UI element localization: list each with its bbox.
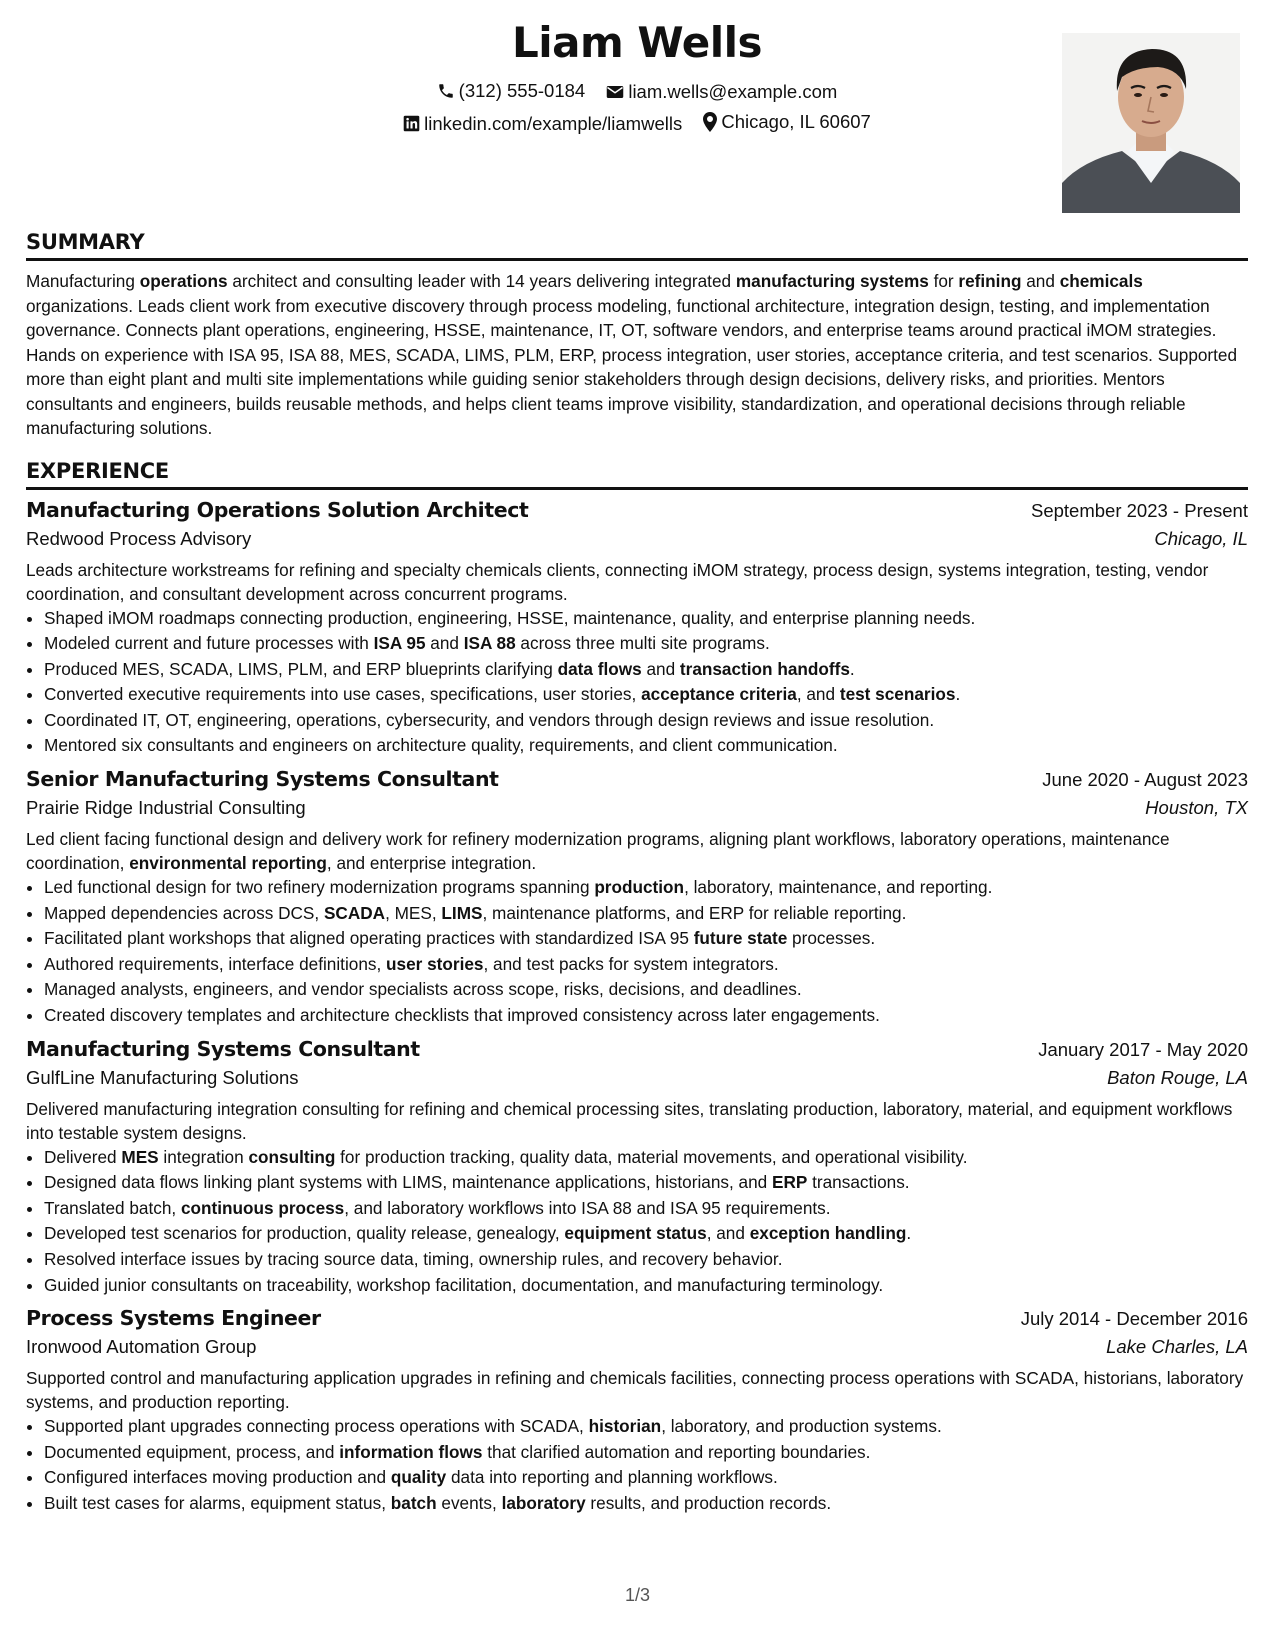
company-name: Prairie Ridge Industrial Consulting <box>26 797 306 819</box>
job-bullet: • Converted executive requirements into use cases, specifications, user stories, acceptance criteria, and test scenarios. <box>44 682 1248 708</box>
job-bullet: • Led functional design for two refinery modernization programs spanning production, laboratory, maintenance, and reporting. <box>44 875 1248 901</box>
page-number: 1/3 <box>624 1585 651 1605</box>
job-location: Chicago, IL <box>1154 527 1248 549</box>
linkedin-url[interactable]: linkedin.com/example/liamwells <box>424 112 683 134</box>
job-bullet: • Managed analysts, engineers, and vendor specialists across scope, risks, decisions, and deadlines. <box>44 977 1248 1003</box>
job-title: Process Systems Engineer <box>26 1306 321 1331</box>
job-dates: September 2023 - Present <box>1031 499 1248 521</box>
job-bullet: • Built test cases for alarms, equipment status, batch events, laboratory results, and production records. <box>44 1491 1248 1517</box>
job-dates: July 2014 - December 2016 <box>1020 1308 1248 1330</box>
job-bullet: • Designed data flows linking plant systems with LIMS, maintenance applications, historians, and ERP transactions. <box>44 1170 1248 1196</box>
job-description: Supported control and manufacturing application upgrades in refining and chemicals facilities, connecting process operations with SCADA, historians, laboratory systems, and production reporting. <box>26 1368 1244 1413</box>
phone-number: (312) 555-0184 <box>458 80 586 101</box>
job-bullet: • Shaped iMOM roadmaps connecting production, engineering, HSSE, maintenance, quality, and enterprise planning needs. <box>44 606 1248 632</box>
job-bullet: • Coordinated IT, OT, engineering, operations, cybersecurity, and vendors through design reviews and issue resolution. <box>44 708 1248 734</box>
job-bullet: • Developed test scenarios for production, quality release, genealogy, equipment status, and exception handling. <box>44 1221 1248 1247</box>
email-contact[interactable] <box>606 81 837 103</box>
job-bullet: • Supported plant upgrades connecting process operations with SCADA, historian, laboratory, and production systems. <box>44 1414 1248 1440</box>
experience-heading: EXPERIENCE <box>26 459 1248 490</box>
job-description: Delivered manufacturing integration consulting for refining and chemical processing sites, translating production, laboratory, material, and equipment workflows into testable system designs. <box>26 1098 1233 1143</box>
job-bullet: • Authored requirements, interface definitions, user stories, and test packs for system integrators. <box>44 952 1248 978</box>
job-description: Led client facing functional design and delivery work for refinery modernization programs, aligning plant workflows, laboratory operations, maintenance coordination, environmental reporting, and enterprise integration. <box>26 829 1170 874</box>
location-contact <box>703 111 870 133</box>
job-bullet: • Delivered MES integration consulting for production tracking, quality data, material movements, and operational visibility. <box>44 1145 1248 1171</box>
job-bullet: • Mentored six consultants and engineers on architecture quality, requirements, and client communication. <box>44 733 1248 759</box>
company-name: Ironwood Automation Group <box>26 1336 257 1358</box>
job-bullets <box>26 1145 1248 1299</box>
job-bullets <box>26 875 1248 1029</box>
job-bullet: • Documented equipment, process, and information flows that clarified automation and reporting boundaries. <box>44 1440 1248 1466</box>
job-bullets <box>26 606 1248 760</box>
job-dates: June 2020 - August 2023 <box>1042 769 1248 791</box>
job-dates: January 2017 - May 2020 <box>1038 1038 1248 1060</box>
job-bullet: • Facilitated plant workshops that aligned operating practices with standardized ISA 95 future state processes. <box>44 926 1248 952</box>
envelope-icon <box>606 84 624 100</box>
company-name: Redwood Process Advisory <box>26 527 252 549</box>
job-title: Manufacturing Systems Consultant <box>26 1036 420 1061</box>
job-description: Leads architecture workstreams for refining and specialty chemicals clients, connecting iMOM strategy, process design, systems integration, testing, vendor coordination, and consultant development across concurrent programs. <box>26 559 1209 604</box>
linkedin-icon <box>403 115 420 132</box>
location-text: Chicago, IL 60607 <box>721 111 871 132</box>
map-pin-icon <box>703 112 717 132</box>
resume-page <box>26 0 1248 1517</box>
phone-icon <box>437 82 455 100</box>
profile-photo <box>1062 33 1240 213</box>
job-entry <box>26 1306 1248 1516</box>
job-bullets <box>26 1414 1248 1516</box>
job-bullet: • Mapped dependencies across DCS, SCADA, MES, LIMS, maintenance platforms, and ERP for reliable reporting. <box>44 901 1248 927</box>
job-title: Senior Manufacturing Systems Consultant <box>26 767 499 792</box>
job-bullet: • Resolved interface issues by tracing source data, timing, ownership rules, and recovery behavior. <box>44 1247 1248 1273</box>
linkedin-contact[interactable] <box>403 113 682 135</box>
job-entry <box>26 498 1248 760</box>
job-entry <box>26 1037 1248 1299</box>
job-location: Houston, TX <box>1145 797 1248 819</box>
job-bullet: • Modeled current and future processes with ISA 95 and ISA 88 across three multi site programs. <box>44 631 1248 657</box>
job-bullet: • Translated batch, continuous process, and laboratory workflows into ISA 88 and ISA 95 requirements. <box>44 1196 1248 1222</box>
candidate-name: Liam Wells <box>512 18 762 67</box>
email-address[interactable]: liam.wells@example.com <box>628 81 838 102</box>
phone-contact <box>437 80 586 102</box>
job-bullet: • Guided junior consultants on traceability, workshop facilitation, documentation, and manufacturing terminology. <box>44 1273 1248 1299</box>
job-bullet: • Produced MES, SCADA, LIMS, PLM, and ERP blueprints clarifying data flows and transaction handoffs. <box>44 657 1248 683</box>
job-title: Manufacturing Operations Solution Architect <box>26 497 529 522</box>
job-bullet: • Configured interfaces moving production and quality data into reporting and planning workflows. <box>44 1465 1248 1491</box>
summary-heading: SUMMARY <box>26 230 1248 261</box>
job-location: Baton Rouge, LA <box>1107 1066 1248 1088</box>
experience-list <box>26 498 1248 1517</box>
job-bullet: • Created discovery templates and architecture checklists that improved consistency across later engagements. <box>44 1003 1248 1029</box>
company-name: GulfLine Manufacturing Solutions <box>26 1066 299 1088</box>
job-entry <box>26 767 1248 1029</box>
resume-header <box>26 0 1248 218</box>
summary-text: Manufacturing operations architect and consulting leader with 14 years delivering integrated manufacturing systems for refining and chemicals organizations. Leads client work from executive discovery through process modeling, functional architecture, integration design, testing, and implementation governance. Connects plant operations, engineering, HSSE, maintenance, IT, OT, software vendors, and enterprise teams around practical iMOM strategies. Hands on experience with ISA 95, ISA 88, MES, SCADA, LIMS, PLM, ERP, process integration, user stories, acceptance criteria, and test scenarios. Supported more than eight plant and multi site implementations while guiding senior stakeholders through design decisions, delivery risks, and priorities. Mentors consultants and engineers, builds reusable methods, and helps client teams improve visibility, standardization, and operational decisions through reliable manufacturing solutions. <box>26 271 1238 438</box>
job-location: Lake Charles, LA <box>1106 1336 1248 1358</box>
